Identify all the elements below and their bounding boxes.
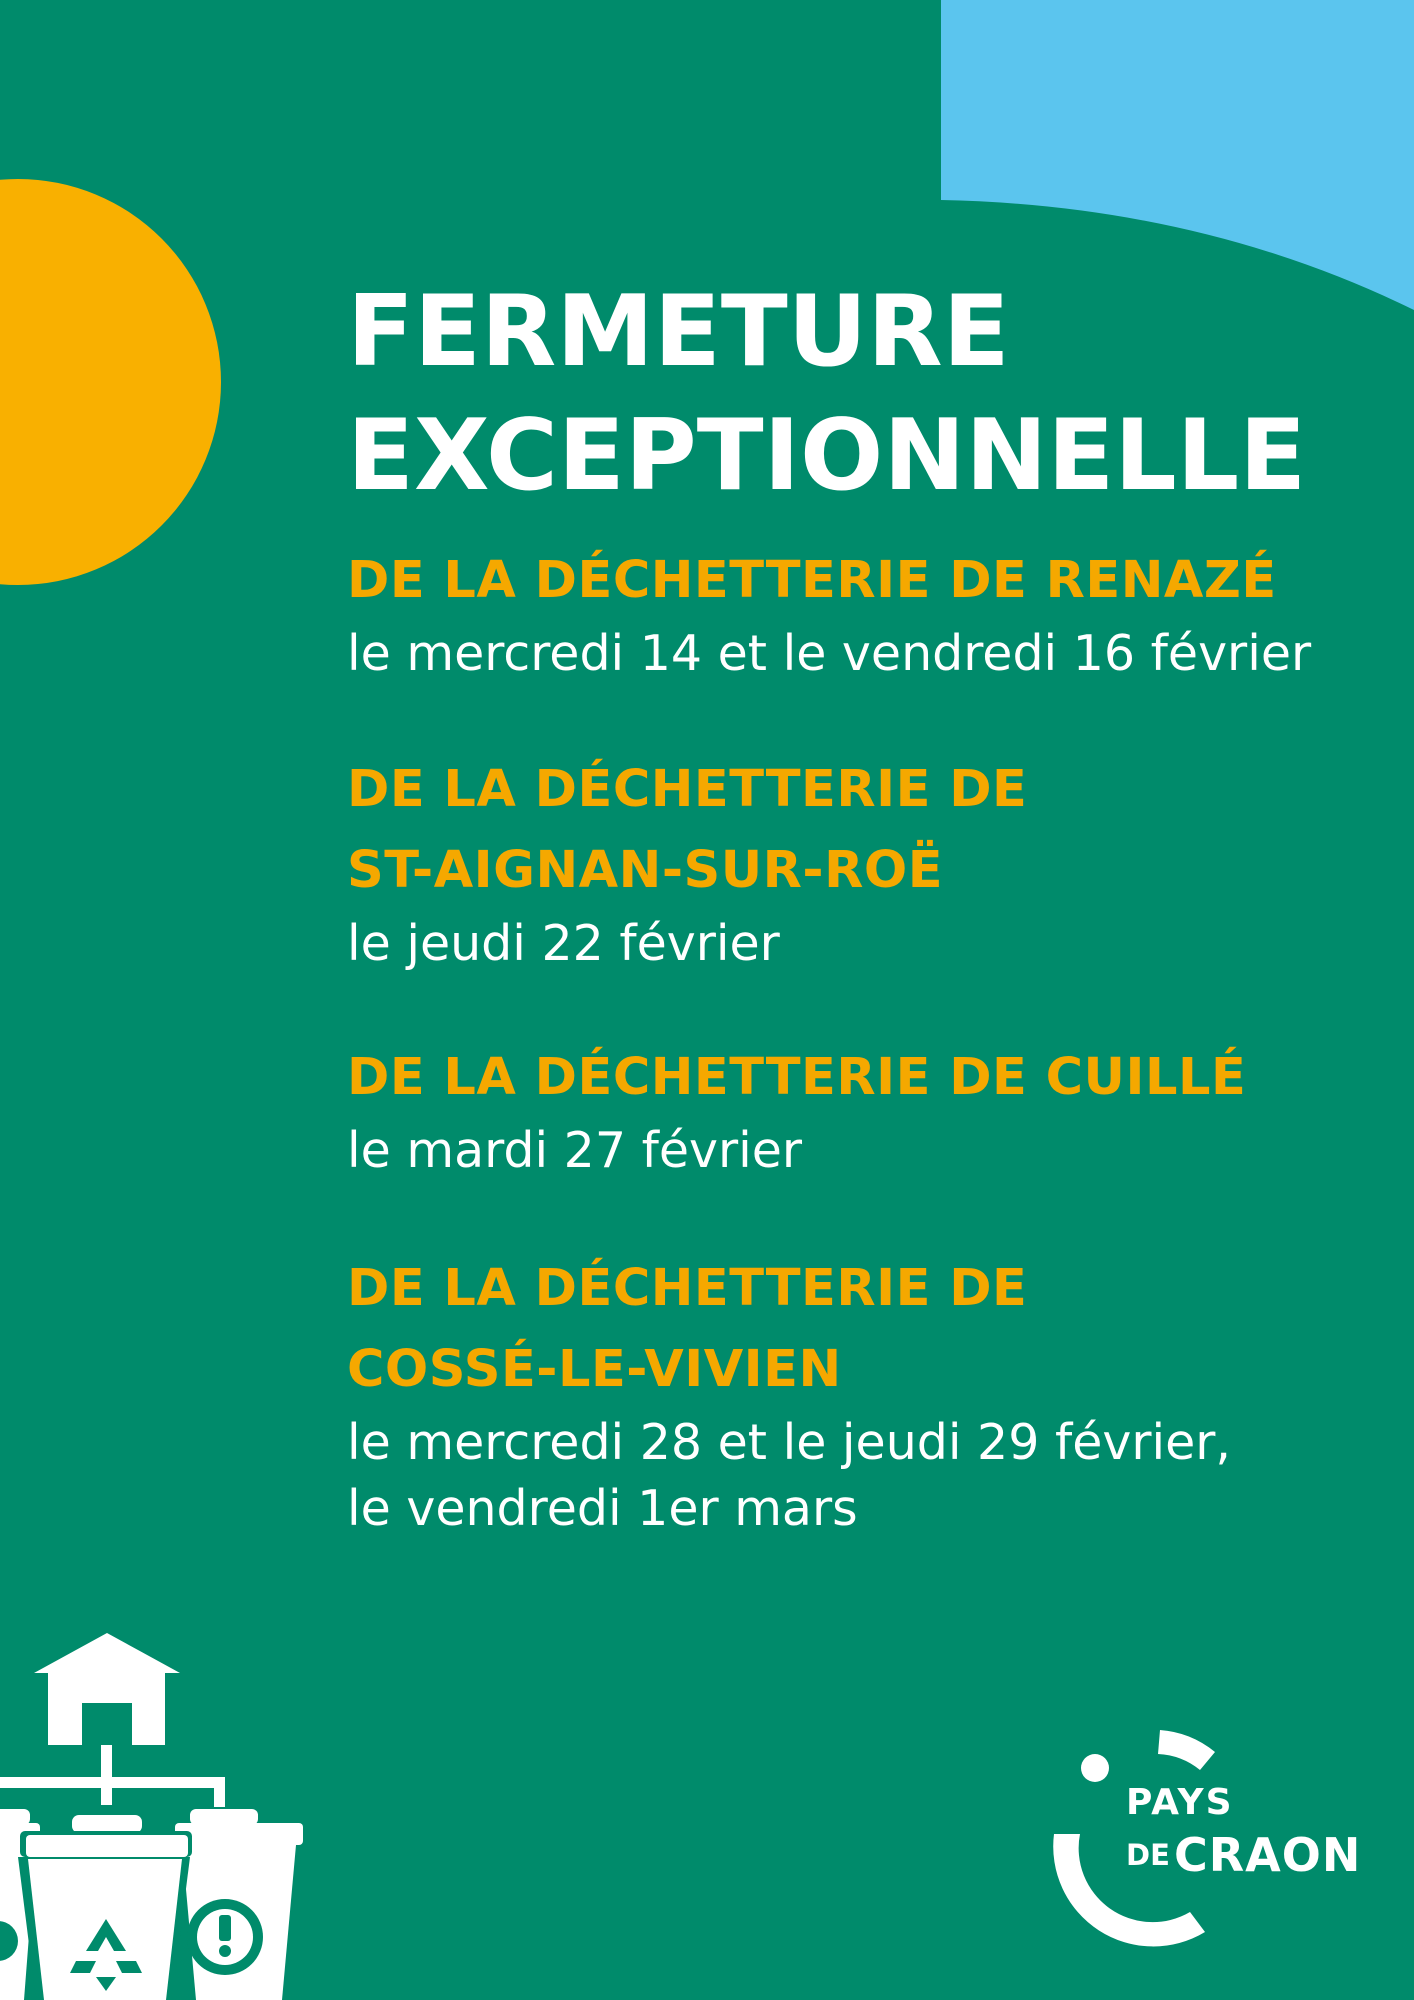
house-icon — [34, 1633, 180, 1745]
section-dates-line-2: le vendredi 1er mars — [347, 1480, 858, 1537]
logo-text-craon: CRAON — [1174, 1828, 1362, 1882]
section-cuille — [347, 1037, 1387, 1184]
section-renaze — [347, 540, 1387, 687]
waste-bins-illustration — [0, 1625, 320, 2000]
recycling-bin-icon — [18, 1815, 192, 2000]
sun-circle — [0, 179, 221, 585]
title-line-1: FERMETURE — [347, 275, 1010, 389]
section-dates: le mercredi 14 et le vendredi 16 février — [347, 625, 1312, 682]
section-heading: DE LA DÉCHETTERIE DE RENAZÉ — [347, 551, 1277, 610]
title-line-2: EXCEPTIONNELLE — [347, 399, 1307, 513]
section-heading: DE LA DÉCHETTERIE DE — [347, 1259, 1028, 1318]
sky-shape — [941, 0, 1414, 310]
section-dates: le jeudi 22 février — [347, 915, 780, 972]
pays-de-craon-logo — [1050, 1722, 1360, 1947]
section-dates: le mercredi 28 et le jeudi 29 février, — [347, 1414, 1231, 1471]
logo-text-pays: PAYS — [1126, 1782, 1234, 1823]
logo-text-de: DE — [1126, 1838, 1170, 1872]
section-heading: DE LA DÉCHETTERIE DE CUILLÉ — [347, 1048, 1247, 1107]
right-bin-icon — [175, 1809, 303, 2000]
page-title — [347, 270, 1387, 518]
section-st-aignan — [347, 749, 1387, 977]
section-heading: DE LA DÉCHETTERIE DE — [347, 760, 1028, 819]
section-dates: le mardi 27 février — [347, 1122, 803, 1179]
section-heading-line-2: COSSÉ-LE-VIVIEN — [347, 1340, 842, 1399]
main-content — [347, 270, 1387, 1542]
section-cosse — [347, 1248, 1387, 1542]
section-heading-line-2: ST-AIGNAN-SUR-ROË — [347, 841, 944, 900]
